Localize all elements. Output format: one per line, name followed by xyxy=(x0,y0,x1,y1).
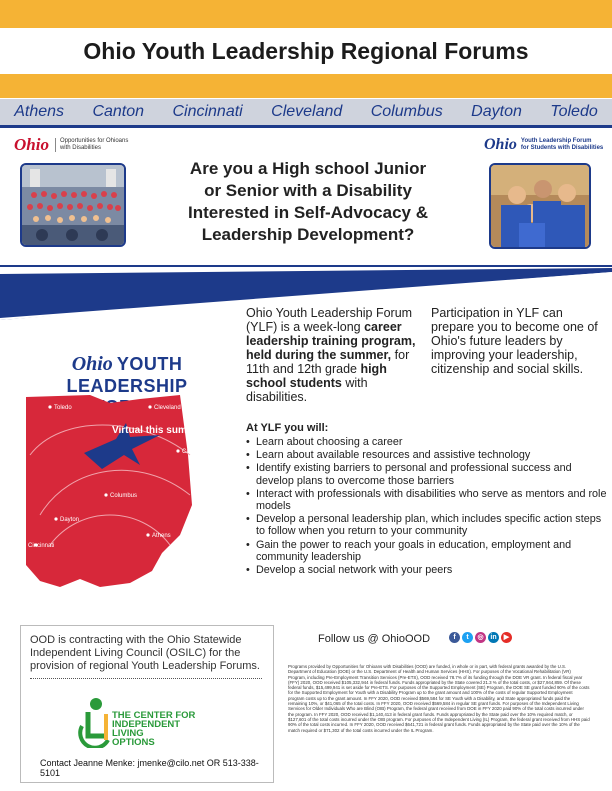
headline-question: Are you a High school Junior or Senior with a Disability Interested in Self-Advocacy & Leadership Development? xyxy=(188,159,428,244)
intro-paragraph: Ohio Youth Leadership Forum (YLF) is a week-long career leadership training program, held during the summer, for 11th and 12th grade high school students with disabilities. xyxy=(246,306,416,404)
ood-logo-ohio: Ohio xyxy=(14,135,49,154)
map-label-dayton: Dayton xyxy=(60,517,80,523)
linkedin-icon[interactable]: in xyxy=(488,632,499,643)
mid-gold-band xyxy=(0,74,612,98)
map-label-cincinnati: Cincinnati xyxy=(28,543,55,549)
map-label-columbus: Columbus xyxy=(110,493,138,499)
ohio-map xyxy=(20,395,232,595)
ood-contract-text: OOD is contracting with the Ohio Statewide Independent Living Council (OSILC) for the provision of regional Youth Leadership Forums. xyxy=(30,634,260,672)
follow-text: Follow us @ OhioOOD xyxy=(318,633,431,645)
cilo-wordmark: THE CENTER FOR INDEPENDENT LIVING OPTIONS xyxy=(112,710,196,748)
twitter-icon[interactable]: t xyxy=(462,632,473,643)
facebook-icon[interactable]: f xyxy=(449,632,460,643)
youtube-icon[interactable]: ▶ xyxy=(501,632,512,643)
city-athens: Athens xyxy=(14,103,65,120)
city-bar xyxy=(0,99,612,128)
ylf-logo-ohio: Ohio xyxy=(484,136,517,153)
list-item: • Learn about choosing a career xyxy=(256,436,608,448)
top-gold-band xyxy=(0,0,612,28)
city-dayton: Dayton xyxy=(471,103,522,120)
ood-logo-tagline: Opportunities for Ohioans with Disabilities xyxy=(55,138,128,152)
page-title: Ohio Youth Leadership Regional Forums xyxy=(83,37,529,64)
group-photo xyxy=(20,163,126,247)
map-label-cleveland: Cleveland xyxy=(154,405,181,411)
city-toledo: Toledo xyxy=(550,103,598,120)
city-canton: Canton xyxy=(92,103,145,120)
list-item: • Develop a social network with your peers xyxy=(256,564,608,576)
funding-disclaimer: Programs provided by Opportunities for Ohioans with Disabilities (OOD) are funded, in whole or in part, with federal grants awarded by the U.S. Department of Education (DOE) or the U.S. Department of Health and Human Services (HHS). For purposes of the Vocational Rehabilitation (VR) Program, including Pre-Employment Transition Services (Pre-ETS), OOD received 78.7% of its funding through the DOE VR grant. In federal fiscal year (FFY) 2020, OOD received $105,332,944 in federal funds. Funds appropriated by the State covered 21.3 % of the total costs, or $27,944,859. Of these federal funds, $15,499,941 is set aside for Pre-ETS. For purposes of the Supported Employment (SE) Program, the DOE SE grant funded 90% of the costs for the Supported Employment for Youth with a Disability Program up to the grant amount and 100% of the costs of regular Supported Employment program costs up to the grant amount. In FFY 2020, OOD received $569,584 for SE Youth with a Disability, and State appropriated funds paid the remaining 10%, or $41,065 of the total costs. In FFY 2020, OOD received $569,584 in regular SE grant funds. For purposes of the Independent Living Services for Older Individuals Who are Blind (OIB) Program, the federal grant received from DOE in FFY 2020 paid 90% of the total costs incurred under the program. In FFY 2020, OOD received $1,140,413 in federal grant funds. Funds appropriated by the State paid over the 10% required match, or $127,601 of the total costs incurred under the OIB program. For purposes of the Independent Living (IL) Program, the federal grant received from HHS paid 90% of the total costs incurred. In FFY 2020, OOD received $641,721 in federal grant funds. Funds appropriated by the State paid over the 10% of the match required or $71,302 of the total costs incurred under the IL Program. xyxy=(288,664,590,733)
social-icons xyxy=(449,632,512,643)
participation-paragraph: Participation in YLF can prepare you to become one of Ohio's future leaders by improving your leadership, citizenship and social skills. xyxy=(431,306,598,376)
city-columbus: Columbus xyxy=(370,103,443,120)
city-cleveland: Cleveland xyxy=(271,103,343,120)
list-item: • Develop a personal leadership plan, which includes specific action steps to follow when you return to your community xyxy=(256,513,608,537)
instagram-icon[interactable]: ◎ xyxy=(475,632,486,643)
map-title: Ohio YOUTH LEADERSHIP xyxy=(66,353,188,396)
map-label-toledo: Toledo xyxy=(54,405,72,411)
list-item: • Learn about available resources and assistive technology xyxy=(256,449,608,461)
students-photo xyxy=(489,163,591,249)
will-list xyxy=(244,436,608,577)
map-label-athens: Athens xyxy=(152,533,171,539)
list-item: • Identify existing barriers to personal and professional success and develop plans to overcome those barriers xyxy=(256,462,608,486)
ood-logo xyxy=(14,135,164,155)
city-cincinnati: Cincinnati xyxy=(172,103,243,120)
list-item: • Gain the power to reach your goals in education, employment and community leadership xyxy=(256,539,608,563)
dotted-divider xyxy=(30,678,262,679)
divider-line xyxy=(0,265,612,267)
map-label-canton: Canton xyxy=(182,449,202,455)
ylf-logo xyxy=(484,135,604,155)
virtual-label: Virtual this summer xyxy=(112,425,206,436)
ylf-logo-tagline: Youth Leadership Forum for Students with Disabilities xyxy=(520,138,604,151)
contact-line: Contact Jeanne Menke: jmenke@cilo.net OR 513-338-5101 xyxy=(40,758,259,778)
list-item: • Interact with professionals with disabilities who serve as mentors and role models xyxy=(256,488,608,512)
will-heading: At YLF you will: xyxy=(246,422,329,434)
